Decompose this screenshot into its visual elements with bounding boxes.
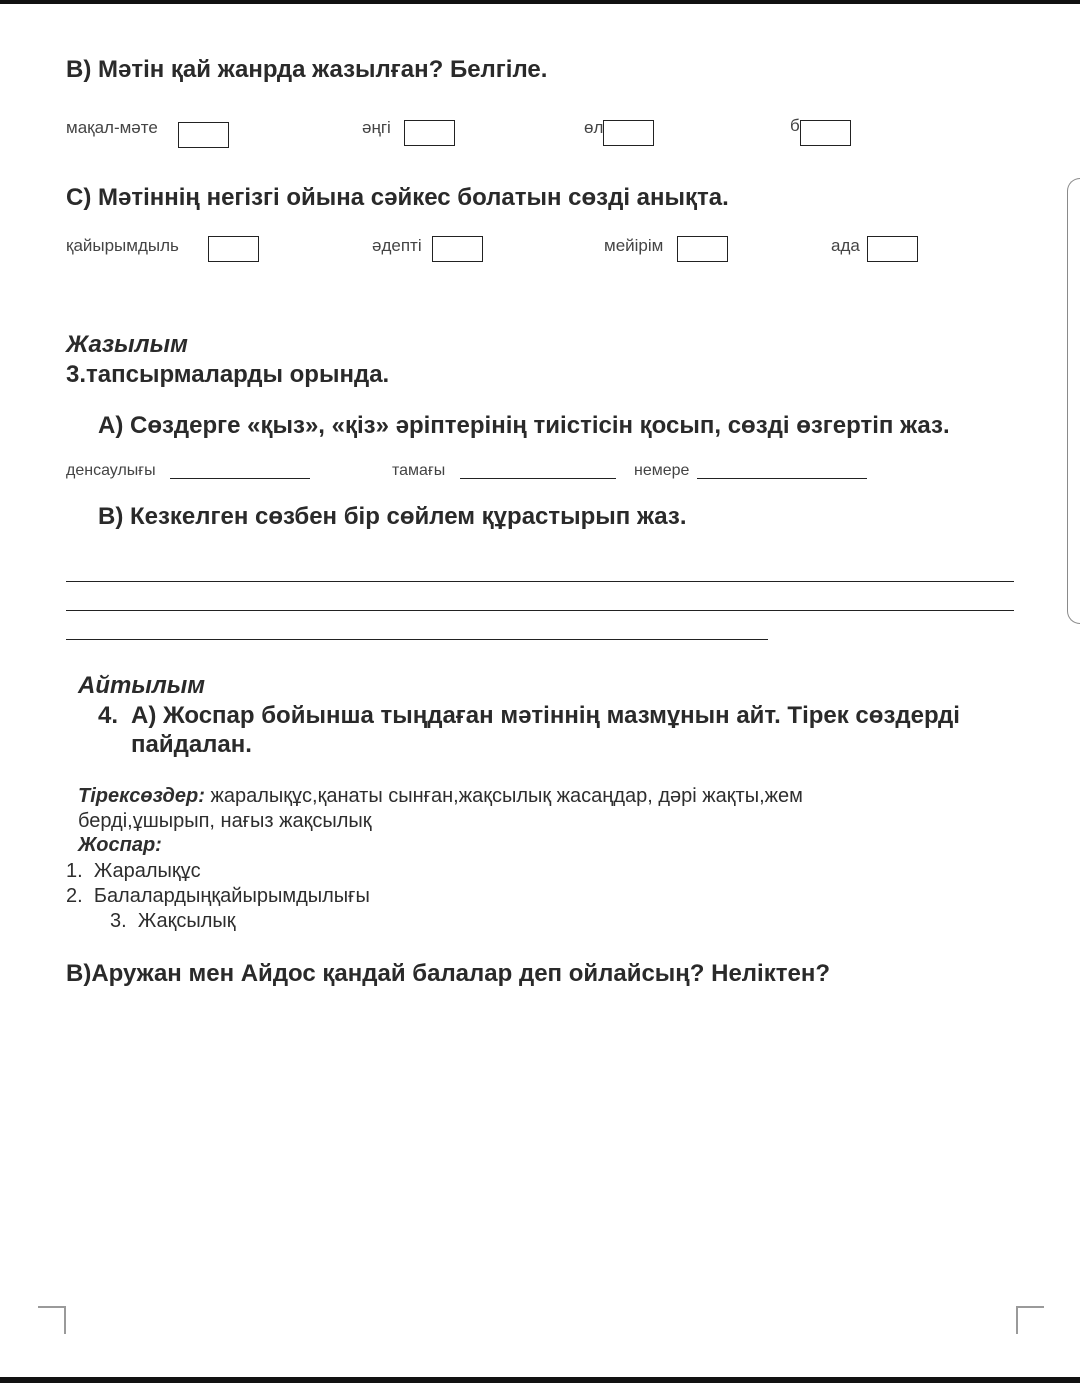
page-corner-marker-left xyxy=(38,1306,66,1334)
support-words-line xyxy=(78,785,803,808)
plan-item xyxy=(66,860,201,883)
speaking-question-b: В)Аружан мен Айдос қандай балалар деп ойлайсың? Неліктен? xyxy=(66,960,830,987)
word-label: тамағы xyxy=(392,462,446,479)
plan-item xyxy=(66,885,370,908)
genre-option-label: өл xyxy=(584,118,604,137)
genre-option-checkbox[interactable] xyxy=(800,120,851,146)
idea-option-checkbox[interactable] xyxy=(208,236,259,262)
support-words-label: Тірексөздер: xyxy=(78,785,205,807)
word-label: денсаулығы xyxy=(66,462,156,479)
genre-option-checkbox[interactable] xyxy=(178,122,229,148)
word-answer-line[interactable] xyxy=(460,478,616,479)
genre-option-checkbox[interactable] xyxy=(603,120,654,146)
page-corner-marker-right xyxy=(1016,1306,1044,1334)
writing-section-title: Жазылым xyxy=(66,331,188,358)
genre-option-label: мақал-мәте xyxy=(66,118,158,137)
plan-item-number: 3. xyxy=(110,910,127,932)
writing-task-title: 3.тапсырмаларды орында. xyxy=(66,361,390,388)
idea-option-label: мейірім xyxy=(604,236,664,255)
genre-option-checkbox[interactable] xyxy=(404,120,455,146)
support-words-text: берді,ұшырып, нағыз жақсылық xyxy=(78,810,372,832)
speaking-section-title: Айтылым xyxy=(78,672,206,699)
side-scroll-handle[interactable] xyxy=(1067,178,1080,624)
sentence-answer-line[interactable] xyxy=(66,610,1014,611)
word-label: немере xyxy=(634,462,690,479)
plan-item-text: Жаралықұс xyxy=(93,860,201,882)
idea-option-label: ада xyxy=(831,236,860,255)
top-border xyxy=(0,0,1080,4)
sentence-answer-line[interactable] xyxy=(66,639,768,640)
sentence-answer-line[interactable] xyxy=(66,581,1014,582)
plan-item-number: 1. xyxy=(66,860,83,882)
plan-item-number: 2. xyxy=(66,885,83,907)
idea-question-heading: С) Мәтіннің негізгі ойына сәйкес болатын сөзді анықта. xyxy=(66,184,729,211)
genre-option-label: б xyxy=(790,116,800,135)
genre-question-heading: В) Мәтін қай жанрда жазылған? Белгіле. xyxy=(66,56,548,83)
plan-item-text: Жақсылық xyxy=(137,910,236,932)
support-words-text: жаралықұс,қанаты сынған,жақсылық жасаңдар, дәрі жақты,жем xyxy=(210,785,803,807)
speaking-task-line: А) Жоспар бойынша тыңдаған мәтіннің мазмұнын айт. Тірек сөздерді xyxy=(131,702,960,729)
word-answer-line[interactable] xyxy=(697,478,867,479)
idea-option-checkbox[interactable] xyxy=(867,236,918,262)
plan-label: Жоспар: xyxy=(78,834,162,856)
writing-task-a-heading: А) Сөздерге «қыз», «қіз» әріптерінің тиістісін қосып, сөзді өзгертіп жаз. xyxy=(98,412,950,439)
speaking-task-number: 4. xyxy=(98,702,119,729)
writing-task-b-heading: В) Кезкелген сөзбен бір сөйлем құрастырып жаз. xyxy=(98,503,687,530)
bottom-border xyxy=(0,1377,1080,1383)
speaking-task-line: пайдалан. xyxy=(131,731,252,758)
word-answer-line[interactable] xyxy=(170,478,310,479)
plan-item-text: Балалардыңқайырымдылығы xyxy=(93,885,370,907)
idea-option-label: қайырымдыль xyxy=(66,236,179,255)
idea-option-checkbox[interactable] xyxy=(432,236,483,262)
idea-option-checkbox[interactable] xyxy=(677,236,728,262)
genre-option-label: әңгі xyxy=(362,118,391,137)
plan-item xyxy=(110,910,236,933)
idea-option-label: әдепті xyxy=(372,236,422,255)
